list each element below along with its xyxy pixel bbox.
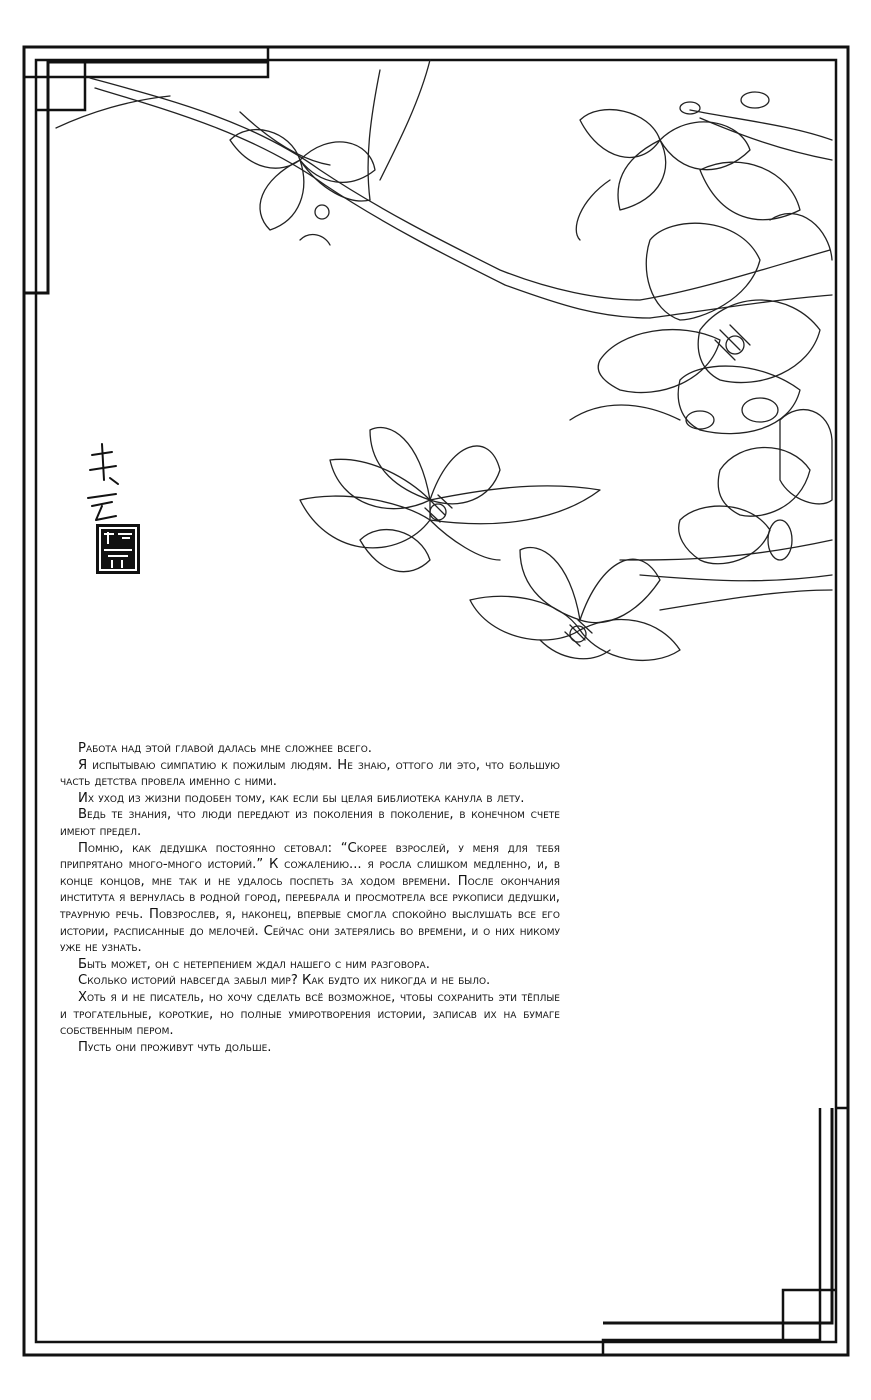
- author-afterword: [60, 741, 560, 1056]
- paragraph-9: Пусть они проживут чуть дольше.: [78, 1039, 272, 1055]
- paragraph-2: Я испытываю симпатию к пожилым людям. Не знаю, оттого ли это, что большую часть детства провела именно с ними.: [60, 757, 560, 790]
- paragraph-8: Хоть я и не писатель, но хочу сделать всё возможное, чтобы сохранить эти тёплые и трогательные, короткие, но полные умиротворения истории, записав их на бумаге собственным пером.: [60, 989, 560, 1039]
- artist-signature-seal: [82, 440, 162, 580]
- paragraph-1: Работа над этой главой далась мне сложнее всего.: [78, 741, 372, 756]
- paragraph-7: Сколько историй навсегда забыл мир? Как будто их никогда и не было.: [78, 973, 491, 989]
- paragraph-5: Помню, как дедушка постоянно сетовал: “Скорее взрослей, у меня для тебя припрятано много-много историй.” К сожалению... я росла слишком медленно, и, в конце концов, мне так и не удалось поспеть за ходом времени. После окончания института я вернулась в родной город, перебрала и просмотрела все рукописи дедушки, траурную речь. Повзрослев, я, наконец, впервые смогла спокойно выслушать все его истории, расписанные до мелочей. Сейчас они затерялись во времени, и о них никому уже не узнать.: [60, 840, 560, 956]
- paragraph-6: Быть может, он с нетерпением ждал нашего с ним разговора.: [78, 956, 430, 972]
- paragraph-3: Их уход из жизни подобен тому, как если бы целая библиотека канула в лету.: [78, 790, 525, 806]
- paragraph-4: Ведь те знания, что люди передают из поколения в поколение, в конечном счете имеют предел.: [60, 807, 560, 839]
